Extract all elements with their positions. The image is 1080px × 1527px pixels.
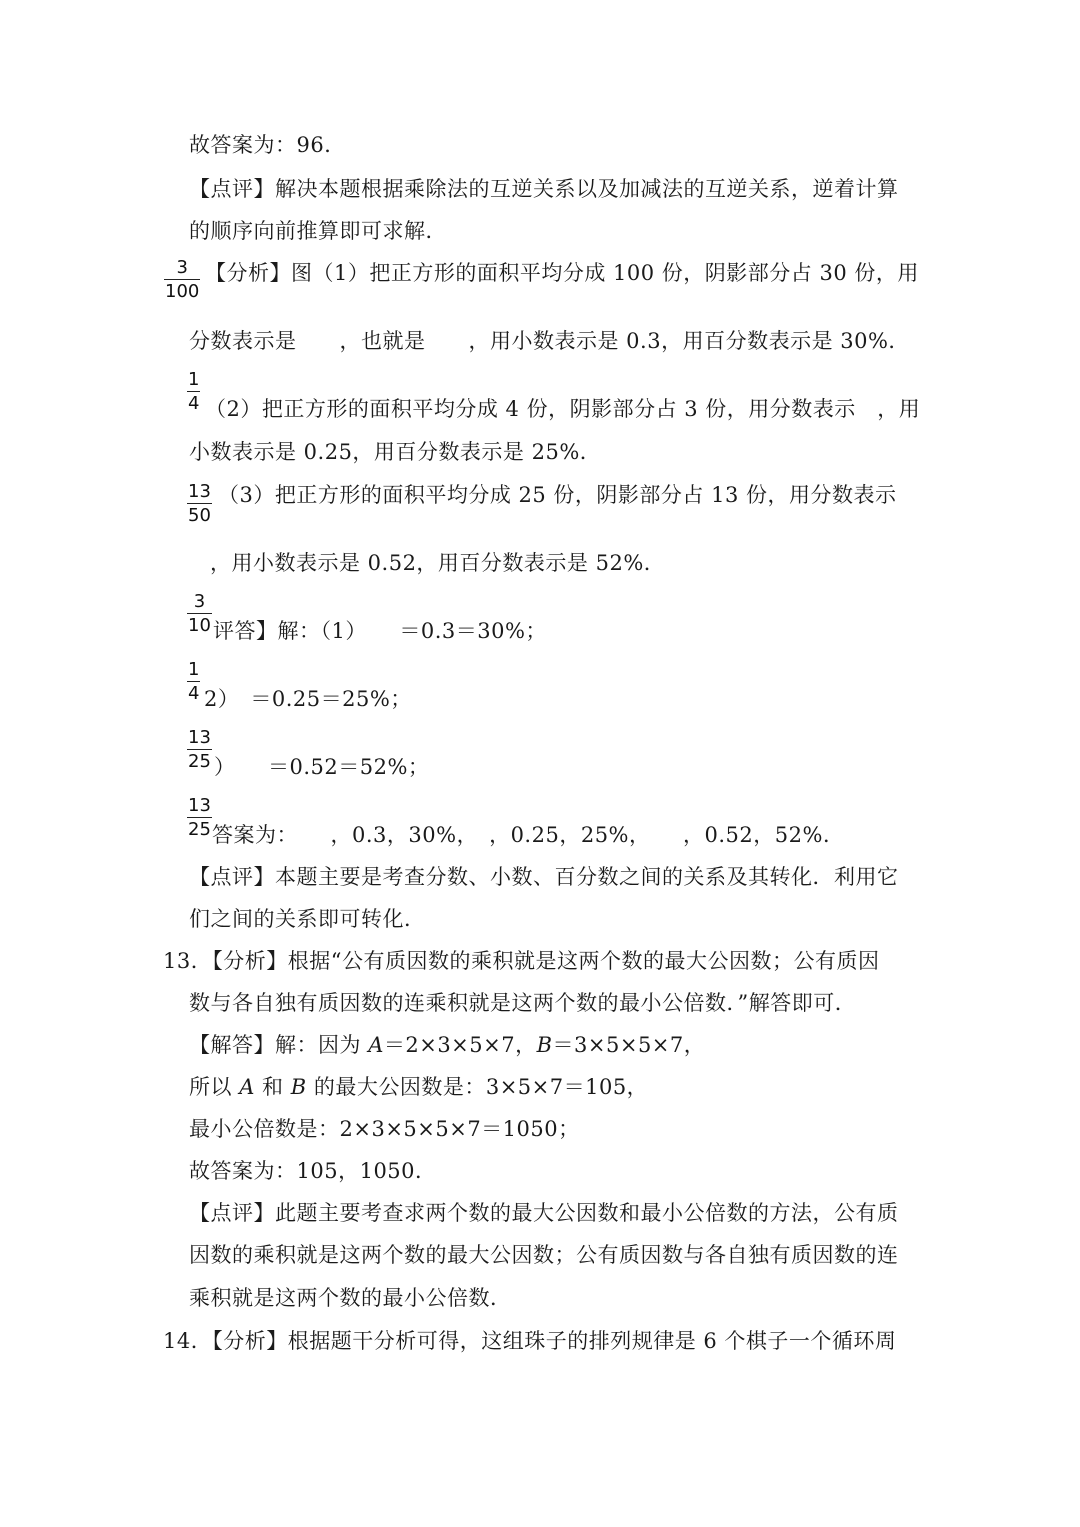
fraction-bar: [187, 817, 212, 818]
fraction-13-50: [187, 482, 212, 526]
fraction-bar: [187, 749, 212, 750]
solution-answer-line: 答案为： ，0.3，30%， ，0.25，25%， ，0.52，52%．: [212, 823, 845, 847]
var-b: B: [290, 1075, 307, 1099]
comment-line-4: 们之间的关系即可转化．: [189, 907, 426, 931]
fraction-numerator: 3: [193, 591, 206, 612]
comment-line-1: 【点评】解决本题根据乘除法的互逆关系以及加减法的互逆关系，逆着计算: [189, 177, 899, 201]
fraction-denominator: 25: [188, 819, 211, 840]
fraction-bar: [164, 279, 200, 280]
q13-comment-line-1: 【点评】此题主要考查求两个数的最大公因数和最小公倍数的方法，公有质: [189, 1201, 899, 1225]
fraction-numerator: 13: [188, 727, 211, 748]
text: 和: [254, 1075, 291, 1099]
analysis-line-6: ，用小数表示是 0.52，用百分数表示是 52%．: [210, 551, 666, 575]
fraction-numerator: 3: [176, 257, 188, 278]
fraction-numerator: 13: [188, 481, 211, 502]
var-a: A: [368, 1033, 384, 1057]
q13-solution-line-1: [189, 1030, 705, 1060]
fraction-denominator: 25: [188, 751, 211, 772]
answer-line-96: 故答案为：96．: [189, 133, 346, 157]
fraction-13-25: [187, 728, 212, 772]
q13-answer-line: 故答案为：105，1050．: [189, 1159, 437, 1183]
fraction-bar: [187, 613, 212, 614]
analysis-line-2: 分数表示是 ，也就是 ，用小数表示是 0.3，用百分数表示是 30%．: [189, 329, 910, 353]
fraction-denominator: 4: [188, 393, 200, 414]
text: 的最大公因数是：3×5×7＝105，: [306, 1075, 649, 1099]
fraction-numerator: 13: [188, 795, 211, 816]
analysis-line-3: （2）把正方形的面积平均分成 4 份，阴影部分占 3 份，用分数表示 ，用: [205, 397, 921, 421]
q14-analysis-line-1: 14．【分析】根据题干分析可得，这组珠子的排列规律是 6 个棋子一个循环周: [163, 1329, 897, 1353]
fraction-denominator: 50: [188, 505, 211, 526]
fraction-denominator: 4: [188, 683, 200, 704]
fraction-bar: [187, 681, 200, 682]
fraction-13-25-b: [187, 796, 212, 840]
text: 所以: [189, 1075, 240, 1099]
solution-line-2: 2） ＝0.25＝25%；: [204, 687, 412, 711]
fraction-1-4-b: [187, 660, 200, 704]
q13-solution-line-2: [189, 1072, 648, 1102]
q13-analysis-line-1: 13．【分析】根据“公有质因数的乘积就是这两个数的最大公因数；公有质因: [163, 949, 880, 973]
fraction-1-4: [187, 370, 200, 414]
var-b: B: [536, 1033, 553, 1057]
var-a: A: [239, 1075, 255, 1099]
fraction-numerator: 1: [188, 659, 200, 680]
fraction-3-100: [164, 258, 200, 302]
comment-line-3: 【点评】本题主要是考查分数、小数、百分数之间的关系及其转化．利用它: [189, 865, 899, 889]
analysis-line-1: 【分析】图（1）把正方形的面积平均分成 100 份，阴影部分占 30 份，用: [205, 261, 919, 285]
solution-line-3: ） ＝0.52＝52%；: [214, 755, 430, 779]
text: ＝3×5×5×7，: [552, 1033, 706, 1057]
fraction-bar: [187, 391, 200, 392]
q13-comment-line-2: 因数的乘积就是这两个数的最大公因数；公有质因数与各自独有质因数的连: [189, 1243, 899, 1267]
fraction-3-10: [187, 592, 212, 636]
text: ＝2×3×5×7，: [383, 1033, 537, 1057]
solution-line-1: 评答】解：（1） ＝0.3＝30%；: [213, 619, 547, 643]
comment-line-2: 的顺序向前推算即可求解．: [189, 219, 447, 243]
fraction-denominator: 10: [188, 615, 211, 636]
fraction-numerator: 1: [188, 369, 200, 390]
analysis-line-4: 小数表示是 0.25，用百分数表示是 25%．: [189, 440, 602, 464]
fraction-denominator: 100: [165, 281, 200, 302]
text: 【解答】解：因为: [189, 1033, 369, 1057]
q13-comment-line-3: 乘积就是这两个数的最小公倍数．: [189, 1286, 512, 1310]
q13-solution-line-3: 最小公倍数是：2×3×5×5×7＝1050；: [189, 1117, 580, 1141]
fraction-bar: [187, 503, 212, 504]
analysis-line-5: （3）把正方形的面积平均分成 25 份，阴影部分占 13 份，用分数表示: [218, 483, 897, 507]
q13-analysis-line-2: 数与各自独有质因数的连乘积就是这两个数的最小公倍数．”解答即可．: [189, 991, 857, 1015]
